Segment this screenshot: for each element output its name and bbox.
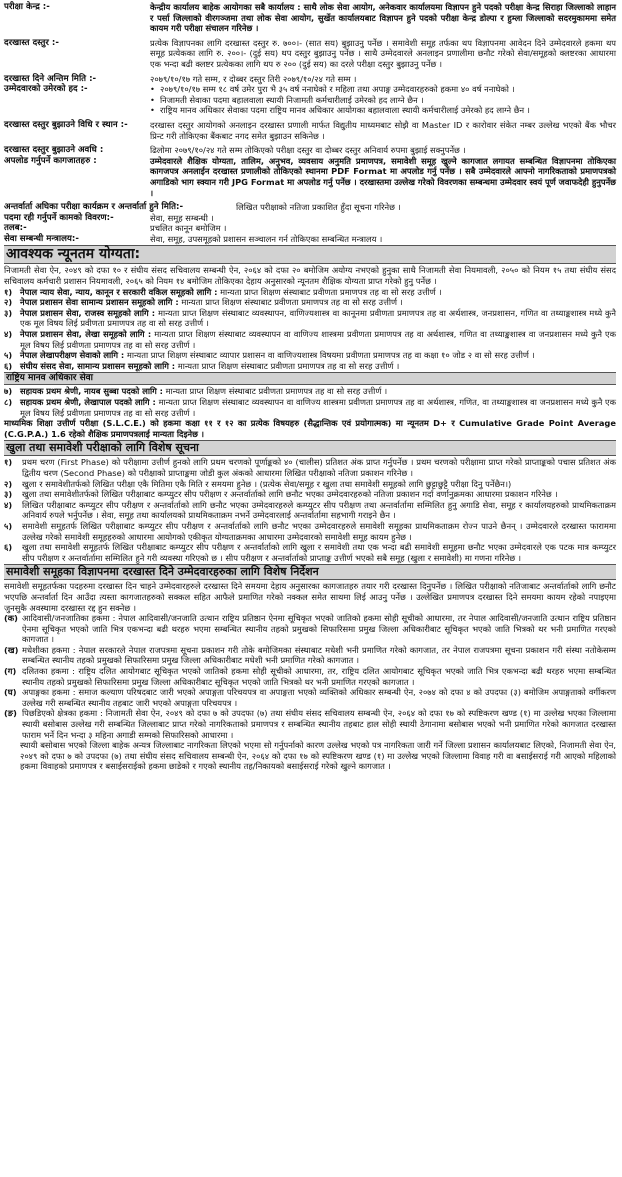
exam-notice-item	[4, 500, 616, 521]
age-bullet: • २०७९/१०/१७ सम्म १८ वर्ष उमेर पुरा भै ३५ वर्ष ननाघेको र महिला तथा अपाङ्ग उम्मेदवारहरुको हकमा ४० वर्ष ननाघेको ।	[150, 84, 515, 95]
upload-label: अपलोड गर्नुपर्ने कागजातहरु :	[4, 155, 97, 166]
work-row	[4, 213, 616, 224]
notice-page	[4, 2, 616, 772]
inclusive-item	[4, 687, 616, 708]
age-label: उम्मेदवारको उमेरको हद :-	[4, 84, 88, 95]
item-body: मान्यता प्राप्त शिक्षण संस्थाबाट व्यवस्थापन वा वाणिज्य शास्त्रमा प्रवीणता प्रमाणपत्र तह वा अर्थशास्त्र, गणित, वा तथ्याङ्कशास्त्र वा जनप्रशासन मध्ये कुनै एक मूल विषय लिई प्रवीणता प्रमाणपत्र तह वा सो सरह उत्तीर्ण ।	[20, 397, 617, 418]
item-body: मान्यता प्राप्त शिक्षण संस्थाबाट व्यापार प्रशासन वा वाणिज्यशास्त्र विषयमा प्रवीणता प्रमाणपत्र तह वा कक्षा १० जोड २ वा सो सरह उत्तीर्ण ।	[126, 350, 535, 361]
item-number: २)	[4, 478, 13, 489]
qualification-item	[4, 397, 616, 418]
qualification-list	[4, 287, 616, 372]
ministry-row	[4, 234, 616, 245]
item-number: ४)	[4, 499, 13, 510]
exam-centre-text: केन्द्रीय कार्यालय बाहेक आयोगका सबै कार्यालय : साथै लोक सेवा आयोग, अनेकवार कार्यालयमा विज्ञापन हुने पदको परीक्षा केन्द्र सिराहा जिल्लाको लाहान र पर्सा जिल्लाको वीरगञ्जमा तथा लोक सेवा आयोग, सुर्खेत कार्यालयबाट विज्ञापन हुने पदको परीक्षा केन्द्र डोल्पा र हुम्ला जिल्लाको सदरमुकाममा समेत कायम गरी परीक्षा संचालन गरिनेछ ।	[150, 2, 616, 34]
item-number: २)	[4, 297, 13, 308]
item-text: खुला तथा समावेशीतर्फको लिखित परीक्षाबाट कम्प्युटर सीप परीक्षण र अन्तर्वार्ताको लागि छनौट भएका उम्मेदवारहरुको नतिजा प्रकाशन गर्दा वर्णानुक्रमका आधारमा प्रकाशन गरिनेछ ।	[22, 489, 558, 500]
item-number: (ख)	[4, 644, 19, 655]
item-heading: नेपाल प्रशासन सेवा, लेखा समूहको लागि :	[20, 329, 152, 340]
item-number: ५)	[4, 350, 13, 361]
deadline-label: दरखास्त दिने अन्तिम मिति :-	[4, 73, 97, 84]
exam-notice-heading: खुला तथा समावेशी परीक्षाको लागि विशेष सूचना	[4, 440, 616, 456]
item-heading: नेपाल प्रशासन सेवा सामान्य प्रशासन समूहको लागि :	[20, 297, 179, 308]
exam-notice-item	[4, 479, 616, 490]
item-text: अपाङ्गका हकमा : समाज कल्याण परिषदबाट जारी भएको अपाङ्गता परिचयपत्र वा अपाङ्गता भएको व्यक्तिको अधिकार सम्बन्धी ऐन, २०७४ को दफा ४ को उपदफा (३) बमोजिम अपाङ्गताको वर्गीकरण उल्लेख गरी सम्बन्धित स्थानीय तहबाट जारी भएको अपाङ्गता परिचयपत्र ।	[22, 687, 616, 708]
qualification-item	[4, 386, 616, 397]
age-bullet: • राष्ट्रिय मानव अधिकार सेवाका पदमा राष्ट्रिय मानव अधिकार आयोगका बहालवाला स्थायी कर्मचारीलाई उमेरको हद लाग्ने छैन ।	[150, 105, 530, 116]
fee-row	[4, 38, 616, 70]
inclusive-heading: समावेशी समूहका विज्ञापनमा दरखास्त दिने उम्मेदवारहरुका लागि विशेष निर्देशन	[4, 564, 616, 580]
inclusive-item	[4, 666, 616, 687]
qualification-item	[4, 361, 616, 372]
item-heading: नेपाल न्याय सेवा, न्याय, कानून र सरकारी वकिल समूहको लागि :	[20, 286, 218, 297]
item-text: मधेशीका हकमा : नेपाल सरकारले नेपाल राजपत्रमा सूचना प्रकाशन गरी तोके बमोजिमका संस्थाबाट मधेशी भनी प्रमाणित गरेको कागजात, तर नेपाल राजपत्रमा सूचना प्रकाशन गरी संस्था नतोकेसम्म सम्बन्धित स्थानीय तहको प्रमुखको सिफारिसमा प्रमुख जिल्ला अधिकारीबाट मधेशी भनी प्रमाणित गरेको कागजात ।	[22, 644, 616, 666]
interview-text: लिखित परीक्षाको नतिजा प्रकाशित हुँदा सूचना गरिनेछ ।	[236, 202, 401, 213]
item-number: ८)	[4, 397, 13, 407]
item-body: मान्यता प्राप्त शिक्षण संस्थाबाट प्रवीणता प्रमाणपत्र तह वा सो सरह उत्तीर्ण ।	[165, 386, 388, 397]
item-body: मान्यता प्राप्त शिक्षण संस्थाबाट व्यवस्थापन वा वाणिज्य शास्त्रमा प्रवीणता प्रमाणपत्र तह वा अर्थशास्त्र, गणित वा तथ्याङ्कशास्त्र वा जनप्रशासन मध्ये कुनै एक मूल विषय लिई प्रवीणता प्रमाणपत्र तह वा सो सरह उत्तीर्ण ।	[20, 329, 616, 350]
item-number: ६)	[4, 360, 13, 371]
age-bullet: • निजामती सेवाका पदमा बहालवाला स्थायी निजामती कर्मचारीलाई उमेरको हद लाग्ने छैन ।	[150, 94, 424, 105]
exam-notice-list	[4, 457, 616, 563]
item-text: खुला र समावेशीतर्फको लिखित परीक्षा एकै मितिमा एकै मिति र समयमा हुनेछ । (प्रत्येक सेवा/समूह र खुला तथा समावेशी समूहको लागि छुट्टाछुट्टै परीक्षा दिनु पर्नेछैन।)	[22, 478, 512, 489]
human-rights-subheading: राष्ट्रिय मानव अधिकार सेवा	[4, 372, 616, 385]
pay-method-text: दरखास्त दस्तुर आयोगको अनलाइन दरखास्त प्रणाली मार्फत विद्युतीय माध्यमबाट सोझै वा Master ID र कारोवार संकेत नम्बर उल्लेख भएको बैंक भौचर प्रिन्ट गरी तोकिएका बैंकबाट नगद समेत बुझाउन सकिनेछ ।	[150, 119, 616, 141]
deadline-row	[4, 74, 616, 85]
item-text: आदिवासी/जनजातिका हकमा : नेपाल आदिवासी/जनजाति उत्थान राष्ट्रिय प्रतिष्ठान ऐनमा सूचिकृत भएको जातिको हकमा सोही सूचीको आधारमा, तर नेपाल आदिवासी/जनजाति उत्थान राष्ट्रिय प्रतिष्ठान ऐनमा सूचिकृत भएको जाति भित्र एकभन्दा बढी थरहरु भएमा सम्बन्धित स्थानीय तहको प्रमुखको सिफारिसमा प्रमुख जिल्ला अधिकारीबाट सूचिकृत भएको जाति भित्रको थर भनी प्रमाणित गरएको कागजात ।	[22, 613, 616, 645]
interview-row	[4, 202, 616, 213]
slce-note: माध्यमिक शिक्षा उत्तीर्ण परीक्षा (S.L.C.E.) को हकमा कक्षा ११ र १२ का प्रत्येक विषयहरु (सैद्धान्तिक एवं प्रयोगात्मक) मा न्यूनतम D+ र Cumulative Grade Point Average (C.G.P.A.) 1.6 रहेको शैक्षिक प्रमाणपत्रलाई मान्यता दिइनेछ ।	[4, 418, 616, 439]
item-number: १)	[4, 286, 13, 297]
exam-notice-item	[4, 457, 616, 478]
item-number: (क)	[4, 613, 18, 624]
qualification-item	[4, 297, 616, 308]
bullet-icon: •	[150, 84, 155, 95]
item-number: (घ)	[4, 687, 17, 698]
item-text: पिछडिएको क्षेत्रका हकमा : निजामती सेवा ऐन, २०४९ को दफा ७ को उपदफा (७) तथा संघीय संसद सचिवालय सम्बन्धी ऐन, २०६४ को दफा १७ को स्पष्टिकरण खण्ड (१) मा उल्लेख भएका जिल्लामा स्थायी बसोबास उल्लेख गरी सम्बन्धित जिल्लाबाट प्राप्त गरेको नागरिकताको प्रमाणपत्र र सम्बन्धित स्थानीय तहबाट हाल सोही स्थायी ठेगानामा बसोबास भएको भनी प्रमाणित गरेको कागजात दरखास्त फाराम भर्ने दिन भन्दा ३ महिना अगाडी सम्मको सिफारिसको आधारमा ।	[22, 708, 616, 740]
item-number: १)	[4, 457, 13, 468]
work-text: सेवा, समूह सम्बन्धी ।	[150, 212, 214, 223]
ministry-text: सेवा, समूह, उपसमूहको प्रशासन सञ्चालन गर्न तोकिएका सम्बन्धित मन्त्रालय ।	[150, 233, 383, 244]
item-text: प्रथम चरण (First Phase) को परीक्षामा उत्तीर्ण हुनको लागि प्रथम चरणको पूर्णाङ्कको ४० (चालीस) प्रतिशत अंक प्राप्त गर्नुपर्नेछ । प्रथम चरणको परीक्षामा प्राप्त गरेको प्राप्ताङ्कको पचास प्रतिशत अंक द्वितीय चरण (Second Phase) को परीक्षाको प्राप्ताङ्कमा जोडी कुल अंकको आधारमा लिखित परीक्षाको नतिजा प्रकाशन गरिनेछ ।	[22, 457, 616, 478]
item-body: मान्यता प्राप्त शिक्षण संस्थाबाट प्रवीणता प्रमाणपत्र तह वा सो सरह उत्तीर्ण ।	[177, 360, 400, 371]
item-text: खुला तथा समावेशी समूहतर्फ लिखित परीक्षाबाट कम्प्युटर सीप परीक्षण र अन्तर्वार्ताको लागि खुला र समावेशी तथा एक भन्दा बढी समावेशी समूहमा छनौट भएका उम्मेदवारले एक पटक मात्र कम्प्युटर सीप परीक्षण र अन्तर्वार्तामा सम्मिलित हुने गरी व्यवस्था गरिएको छ । सीप परीक्षण र अन्तर्वार्ताको प्राप्ताङ्क उत्तीर्ण भएको सबै समूह (खुला र समावेशी) मा गणना गरिनेछ ।	[22, 542, 616, 563]
item-heading: नेपाल प्रशासन सेवा, राजस्व समूहको लागि :	[20, 307, 156, 318]
inclusive-intro: समावेशी समूहतर्फका पदहरुमा दरखास्त दिन चाहने उम्मेदवारहरुले दरखास्त दिने समयमा देहाय अनुसारका कागजातहरु तयार गरी दरखास्त दिनुपर्नेछ । लिखित परीक्षाको नतिजाबाट अन्तर्वार्ताको लागि छनौट भएपछि अन्तर्वार्ता दिन आउँदा त्यस्ता कागजातहरुको सक्कल सहित आफैले प्रमाणित गरेको नक्कल समेत साथमा लिई आउनु पर्नेछ । उल्लेखित प्रमाणपत्र दरखास्त दिने समयमा कायम रहेको नपाइएमा जुनसुकै अवस्थामा दरखास्त रद्द हुन सक्नेछ ।	[4, 581, 616, 613]
exam-centre-label: परीक्षा केन्द्र :-	[4, 2, 50, 12]
item-number: (ग)	[4, 666, 17, 677]
work-label: पदमा रही गर्नुपर्ने कामको विवरण:-	[4, 212, 114, 223]
inclusive-list	[4, 613, 616, 740]
exam-notice-item	[4, 489, 616, 500]
inclusive-item	[4, 613, 616, 645]
inclusive-closing: स्थायी बसोबास भएको जिल्ला बाहेक अन्यत्र जिल्लाबाट नागरिकता लिएको भएमा सो गर्नुपर्नाको कारण उल्लेख भएको पत्र नागरिकता जारी गर्ने जिल्ला प्रशासन कार्यालयबाट लिएको, निजामती सेवा ऐन, २०४९ को दफा ७ को उपदफा (७) तथा संघीय संसद सचिवालय सम्बन्धी ऐन, २०६४ को दफा १७ को स्पष्टिकरण खण्ड (१) मा उल्लेख भएको जिल्लामा विवाह गरी वा बसाईसराई गरी आएको महिलाको हकमा विवाहको प्रमाणपत्र र बसाईसराईको हकमा छाडेको र गएको स्थानीय तह/निकायको बसाईसराई गरेको खुल्ने कागजात ।	[20, 740, 616, 772]
upload-text: उम्मेदवारले शैक्षिक योग्यता, तालिम, अनुभव, व्यवसाय अनुमति प्रमाणपत्र, समावेशी समूह खुल्ने कागजात लगायत सम्बन्धित विज्ञापनमा तोकिएका कागजपत्र अनलाईन दरखास्त प्रणालीको तोकिएको स्थानमा PDF Format मा अपलोड गर्नु पर्नेछ । सबै उम्मेदवारले आफ्नो नागरिकताको प्रमाणपत्रको अगाडिको भाग स्क्यान गरी JPG Format मा अपलोड गर्नु पर्नेछ । दरखास्तमा उल्लेख गरेको विवरणका सम्बन्धमा उम्मेदवार स्वयं पूर्ण जवाफदेही हुनुपर्नेछ ।	[150, 155, 616, 198]
pay-deadline-label: दरखास्त दस्तुर बुझाउने अवधि :	[4, 145, 104, 156]
item-text: समावेशी समूहतर्फ लिखित परीक्षाबाट कम्प्युटर सीप परीक्षण र अन्तर्वार्ताको लागि छनौट भएका उम्मेदवारहरुले समावेशी समूहका प्राथमिकताक्रम रोज्न पाउने छैनन् । उम्मेदवारले दरखास्त फाराममा उल्लेख गरेको समावेशी समूहहरुको आधारमा आयोगको एकीकृत योग्यताक्रमका आधारमा उम्मेदवारको समावेशी समूह कायम हुनेछ ।	[22, 520, 616, 542]
qualification-item	[4, 350, 616, 361]
pay-method-row	[4, 120, 616, 141]
qualification-list-hr	[4, 386, 616, 418]
item-text: लिखित परीक्षाबाट कम्प्युटर सीप परीक्षण र अन्तर्वार्ताको लागि छनौट भएका उम्मेदवारहरुले कम्प्युटर सीप परीक्षण तथा अन्तर्वार्तामा सम्मिलित हुनु अगाडि सेवा, समूह र कार्यालयहरुको प्राथमिकताक्रम अनिवार्य रुपले भर्नुपर्नेछ । सेवा, समूह तथा कार्यालयको प्राथमिकताक्रम नभर्ने उम्मेदवारलाई अन्तर्वार्तामा सहभागी गराइने छैन ।	[22, 499, 616, 521]
pay-deadline-row	[4, 145, 616, 156]
item-heading: नेपाल लेखापरीक्षण सेवाको लागि :	[20, 350, 125, 361]
item-number: (ङ)	[4, 708, 17, 719]
item-heading: सहायक प्रथम श्रेणी, नायब सुब्बा पदको लागि :	[20, 386, 163, 397]
salary-row	[4, 223, 616, 234]
qualification-item	[4, 287, 616, 298]
item-body: मान्यता प्राप्त शिक्षण संस्थाबाट प्रवीणता प्रमाणपत्र तह वा सो सरह उत्तीर्ण ।	[220, 286, 442, 297]
item-number: ६)	[4, 542, 13, 553]
item-number: ३)	[4, 307, 13, 318]
qualification-heading: आवश्यक न्यूनतम योग्यता:	[4, 245, 616, 264]
exam-notice-item	[4, 542, 616, 563]
age-row	[4, 84, 616, 116]
inclusive-item	[4, 645, 616, 666]
item-number: ३)	[4, 489, 13, 500]
item-body: मान्यता प्राप्त शिक्षण संस्थाबाट व्यवस्थापन, वाणिज्यशास्त्र वा कानूनमा प्रवीणता प्रमाणपत्र तह वा अर्थशास्त्र, जनप्रशासन, गणित वा तथ्याङ्कशास्त्र मध्ये कुनै एक मूल विषय लिई प्रवीणता प्रमाणपत्र तह वा सो सरह उत्तीर्ण ।	[20, 307, 616, 329]
item-number: ७)	[4, 386, 13, 397]
upload-row	[4, 156, 616, 198]
item-heading: सहायक प्रथम श्रेणी, लेखापाल पदको लागि :	[20, 397, 156, 407]
qualification-intro: निजामती सेवा ऐन, २०४९ को दफा १० र संघीय संसद सचिवालय सम्बन्धी ऐन, २०६४ को दफा २० बमोजिम अयोग्य नभएको हुनुका साथै निजामती सेवा नियमावली, २०५० को नियम १५ तथा संघीय संसद सचिवालय कर्मचारी प्रशासन नियमावली, २०६५ को नियम १४ बमोजिम तोकिएका देहाय अनुसारको न्यूनतम शैक्षिक योग्यता प्राप्त गरेको हुनु पर्नेछ ।	[4, 265, 616, 287]
exam-centre-row	[4, 2, 616, 34]
item-number: ५)	[4, 520, 13, 531]
interview-label: अन्तर्वार्ता अघिका परीक्षा कार्यक्रम र अन्तर्वार्ता हुने मिति:-	[4, 202, 184, 213]
item-heading: संघीय संसद सेवा, सामान्य प्रशासन समूहको लागि :	[20, 360, 176, 371]
salary-label: तलब:-	[4, 223, 27, 234]
salary-text: प्रचलित कानून बमोजिम ।	[150, 223, 227, 234]
item-body: मान्यता प्राप्त शिक्षण संस्थाबाट प्रवीणता प्रमाणपत्र तह वा सो सरह उत्तीर्ण ।	[181, 297, 403, 308]
item-text: दलितका हकमा : राष्ट्रिय दलित आयोगबाट सूचिकृत भएको जातिको हकमा सोही सूचीको आधारमा, तर, राष्ट्रिय दलित आयोगबाट सूचिकृत भएको जाति भित्र एकभन्दा बढी थरहरु भएमा सम्बन्धित स्थानीय तहको प्रमुखको सिफारिसमा प्रमुख जिल्ला अधिकारीबाट सूचिकृत भएको जाति भित्रको थर भनी प्रमाणित गरएको कागजात ।	[22, 666, 616, 687]
inclusive-item	[4, 708, 616, 740]
item-number: ४)	[4, 329, 13, 340]
qualification-item	[4, 329, 616, 350]
pay-deadline-text: ढिलोमा २०७९/१०/२४ गते सम्म तोकिएको परीक्षा दस्तुर वा दोब्बर दस्तुर अनिवार्य रुपमा बुझाई सक्नुपर्नेछ ।	[150, 145, 466, 156]
fee-text: प्रत्येक विज्ञापनका लागि दरखास्त दस्तुर रु. ७००।- (सात सय) बुझाउनु पर्नेछ । समावेशी समूह तर्फका थप विज्ञापनमा आवेदन दिने उम्मेदवारले हकमा थप समूह प्रत्येकका लागि रु. २००।- (दुई सय) थप दस्तुर बुझाउनु पर्नेछ । साथै उम्मेदवारले अनलाइन प्रणालीमा छनौट गरेको सेवा/समूहको क्लष्टरका आधारमा एक भन्दा बढी क्लष्टर प्रत्येकका लागि थप रु २०० (दुई सय) का दरले परीक्षा दस्तुर बुझाउनु पर्नेछ ।	[150, 37, 616, 69]
qualification-item	[4, 308, 616, 329]
fee-label: दरखास्त दस्तुर :-	[4, 37, 59, 48]
bullet-icon: •	[150, 94, 155, 105]
bullet-icon: •	[150, 105, 155, 116]
pay-method-label: दरखास्त दस्तुर बुझाउने विधि र स्थान :-	[4, 119, 128, 130]
ministry-label: सेवा सम्बन्धी मन्त्रालय:-	[4, 233, 79, 244]
exam-notice-item	[4, 521, 616, 542]
deadline-text: २०७९/१०/१७ गते सम्म, र दोब्बर दस्तुर तिरी २०७९/१०/२४ गते सम्म ।	[150, 73, 357, 84]
